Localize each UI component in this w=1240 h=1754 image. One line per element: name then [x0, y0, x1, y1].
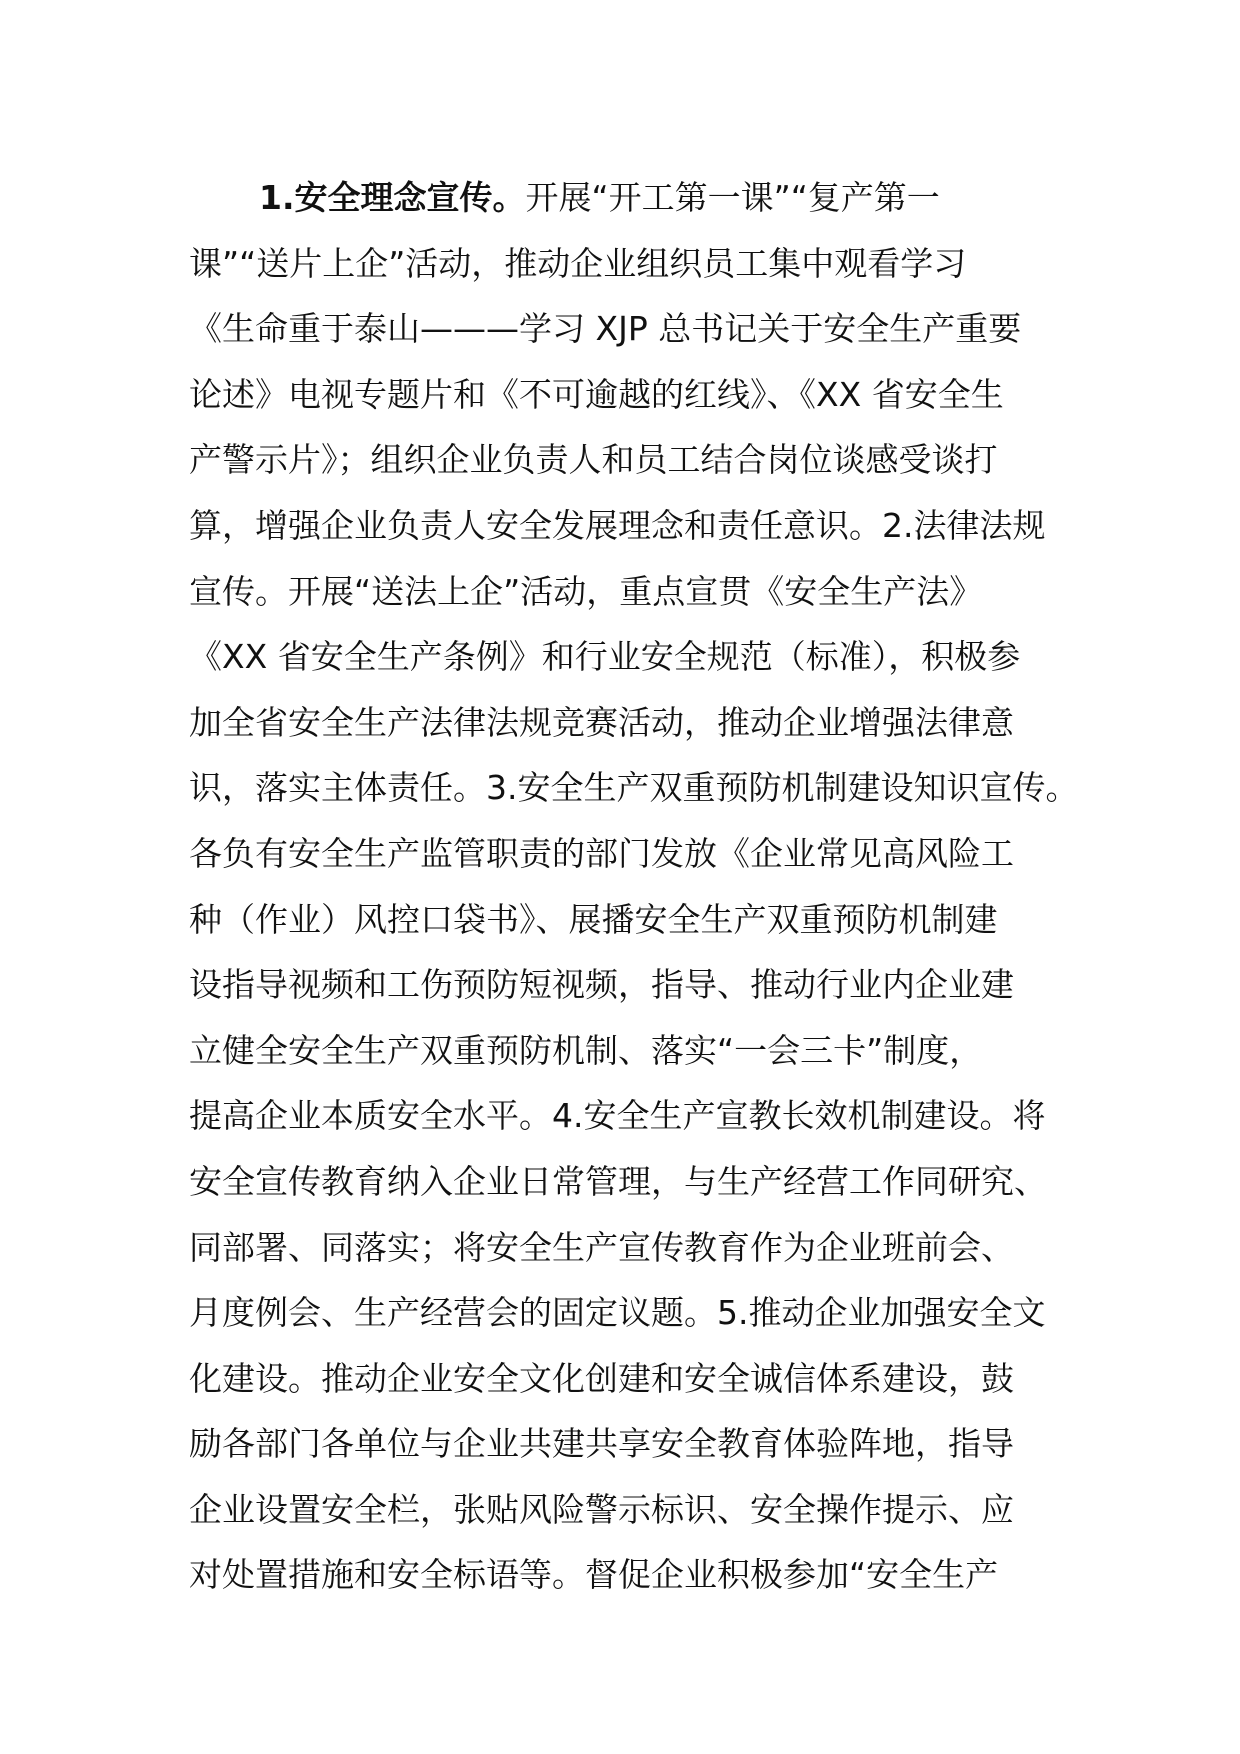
text-line: 识，落实主体责任。3.安全生产双重预防机制建设知识宣传。 — [189, 768, 1079, 808]
text-line: 产警示片》；组织企业负责人和员工结合岗位谈感受谈打 — [189, 440, 998, 480]
text-line: 同部署、同落实；将安全生产宣传教育作为企业班前会、 — [189, 1227, 1014, 1267]
text-line: 种（作业）风控口袋书》、展播安全生产双重预防机制建 — [189, 899, 998, 939]
text-line: 化建设。推动企业安全文化创建和安全诚信体系建设，鼓 — [189, 1358, 1014, 1398]
text-line: 《生命重于泰山———学习 XJP 总书记关于安全生产重要 — [189, 309, 1022, 349]
text-line: 立健全安全生产双重预防机制、落实“一会三卡”制度， — [189, 1030, 983, 1070]
text-line: 对处置措施和安全标语等。督促企业积极参加“安全生产 — [189, 1555, 999, 1595]
text-line: 安全宣传教育纳入企业日常管理，与生产经营工作同研究、 — [189, 1161, 1047, 1201]
text-line: 论述》电视专题片和《不可逾越的红线》、《XX 省安全生 — [189, 374, 1004, 414]
section-heading: 1.安全理念宣传。 — [259, 178, 526, 217]
text-line: 企业设置安全栏，张贴风险警示标识、安全操作提示、应 — [189, 1489, 1014, 1529]
text-line-content: 开展“开工第一课”“复产第一 — [525, 178, 940, 217]
text-line: 算，增强企业负责人安全发展理念和责任意识。2.法律法规 — [189, 505, 1046, 545]
text-line — [189, 165, 1089, 231]
body-paragraph — [189, 165, 1089, 1608]
text-line: 宣传。开展“送法上企”活动，重点宣贯《安全生产法》 — [189, 571, 983, 611]
text-line: 加全省安全生产法律法规竞赛活动，推动企业增强法律意 — [189, 702, 1014, 742]
text-line: 励各部门各单位与企业共建共享安全教育体验阵地，指导 — [189, 1424, 1014, 1464]
text-line: 月度例会、生产经营会的固定议题。5.推动企业加强安全文 — [189, 1293, 1046, 1333]
text-line: 《XX 省安全生产条例》和行业安全规范（标准），积极参 — [189, 637, 1021, 677]
text-line: 设指导视频和工伤预防短视频，指导、推动行业内企业建 — [189, 965, 1014, 1005]
text-line: 提高企业本质安全水平。4.安全生产宣教长效机制建设。将 — [189, 1096, 1046, 1136]
text-line: 课”“送片上企”活动，推动企业组织员工集中观看学习 — [189, 243, 967, 283]
text-line: 各负有安全生产监管职责的部门发放《企业常见高风险工 — [189, 833, 1014, 873]
